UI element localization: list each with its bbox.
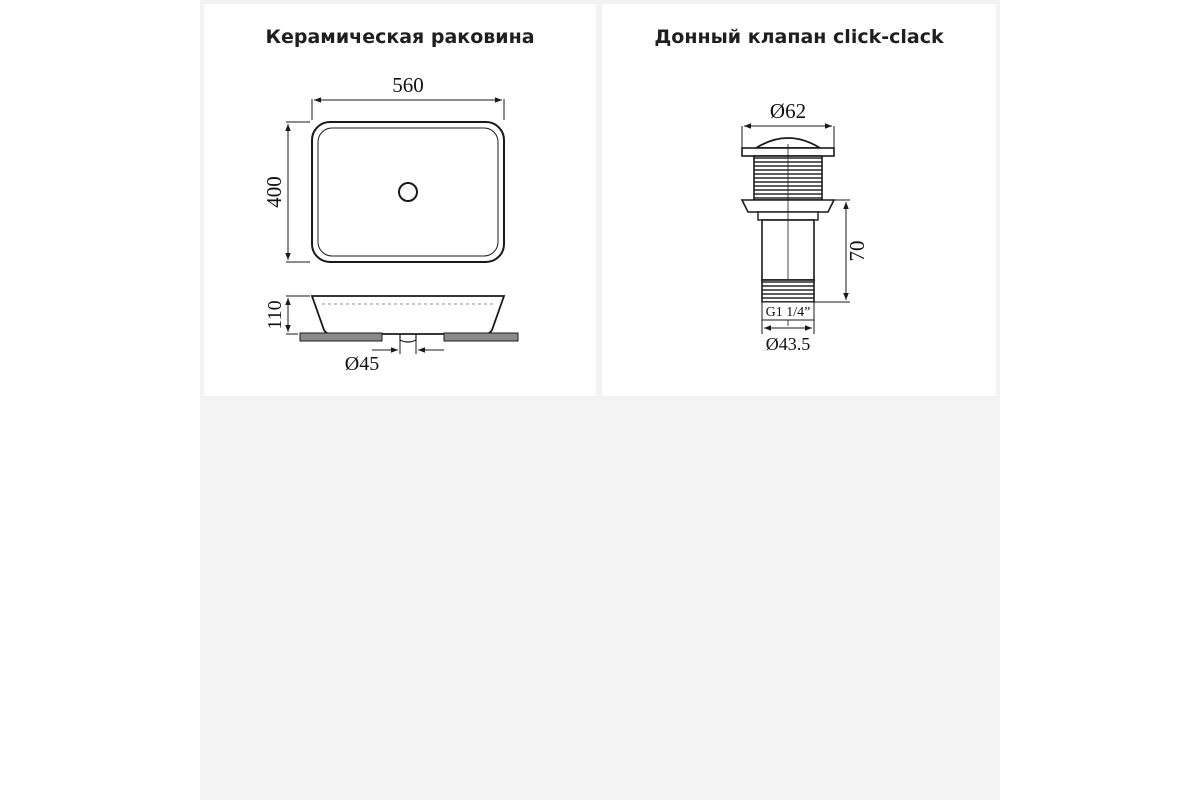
sink-outer-rim bbox=[312, 122, 504, 262]
sink-side-profile bbox=[312, 296, 504, 334]
drain-hole bbox=[399, 183, 417, 201]
drawing-canvas bbox=[200, 0, 1000, 800]
valve-panel-title: Донный клапан click-clack bbox=[654, 26, 944, 48]
thread-dim-label: G1 1/4” bbox=[765, 305, 811, 320]
width-dim-label: 560 bbox=[392, 73, 424, 97]
countertop-right bbox=[444, 333, 518, 341]
depth-dim-label: 400 bbox=[262, 176, 286, 208]
sink-panel-title: Керамическая раковина bbox=[265, 26, 535, 48]
cap-dim-label: Ø62 bbox=[769, 99, 807, 123]
height-dim-label: 110 bbox=[264, 300, 286, 330]
sink-panel bbox=[204, 4, 596, 396]
valve-drawing bbox=[602, 4, 996, 396]
drain-stub bbox=[400, 334, 416, 342]
valve-lower-thread bbox=[762, 280, 814, 302]
sink-inner-rim bbox=[318, 128, 498, 256]
valve-panel bbox=[602, 4, 996, 396]
valve-height-dim-label: 70 bbox=[845, 240, 869, 262]
sink-drawing bbox=[204, 4, 596, 396]
drain-dim-label: Ø45 bbox=[344, 353, 380, 375]
countertop-left bbox=[300, 333, 382, 341]
outer-dim-label: Ø43.5 bbox=[765, 334, 811, 354]
